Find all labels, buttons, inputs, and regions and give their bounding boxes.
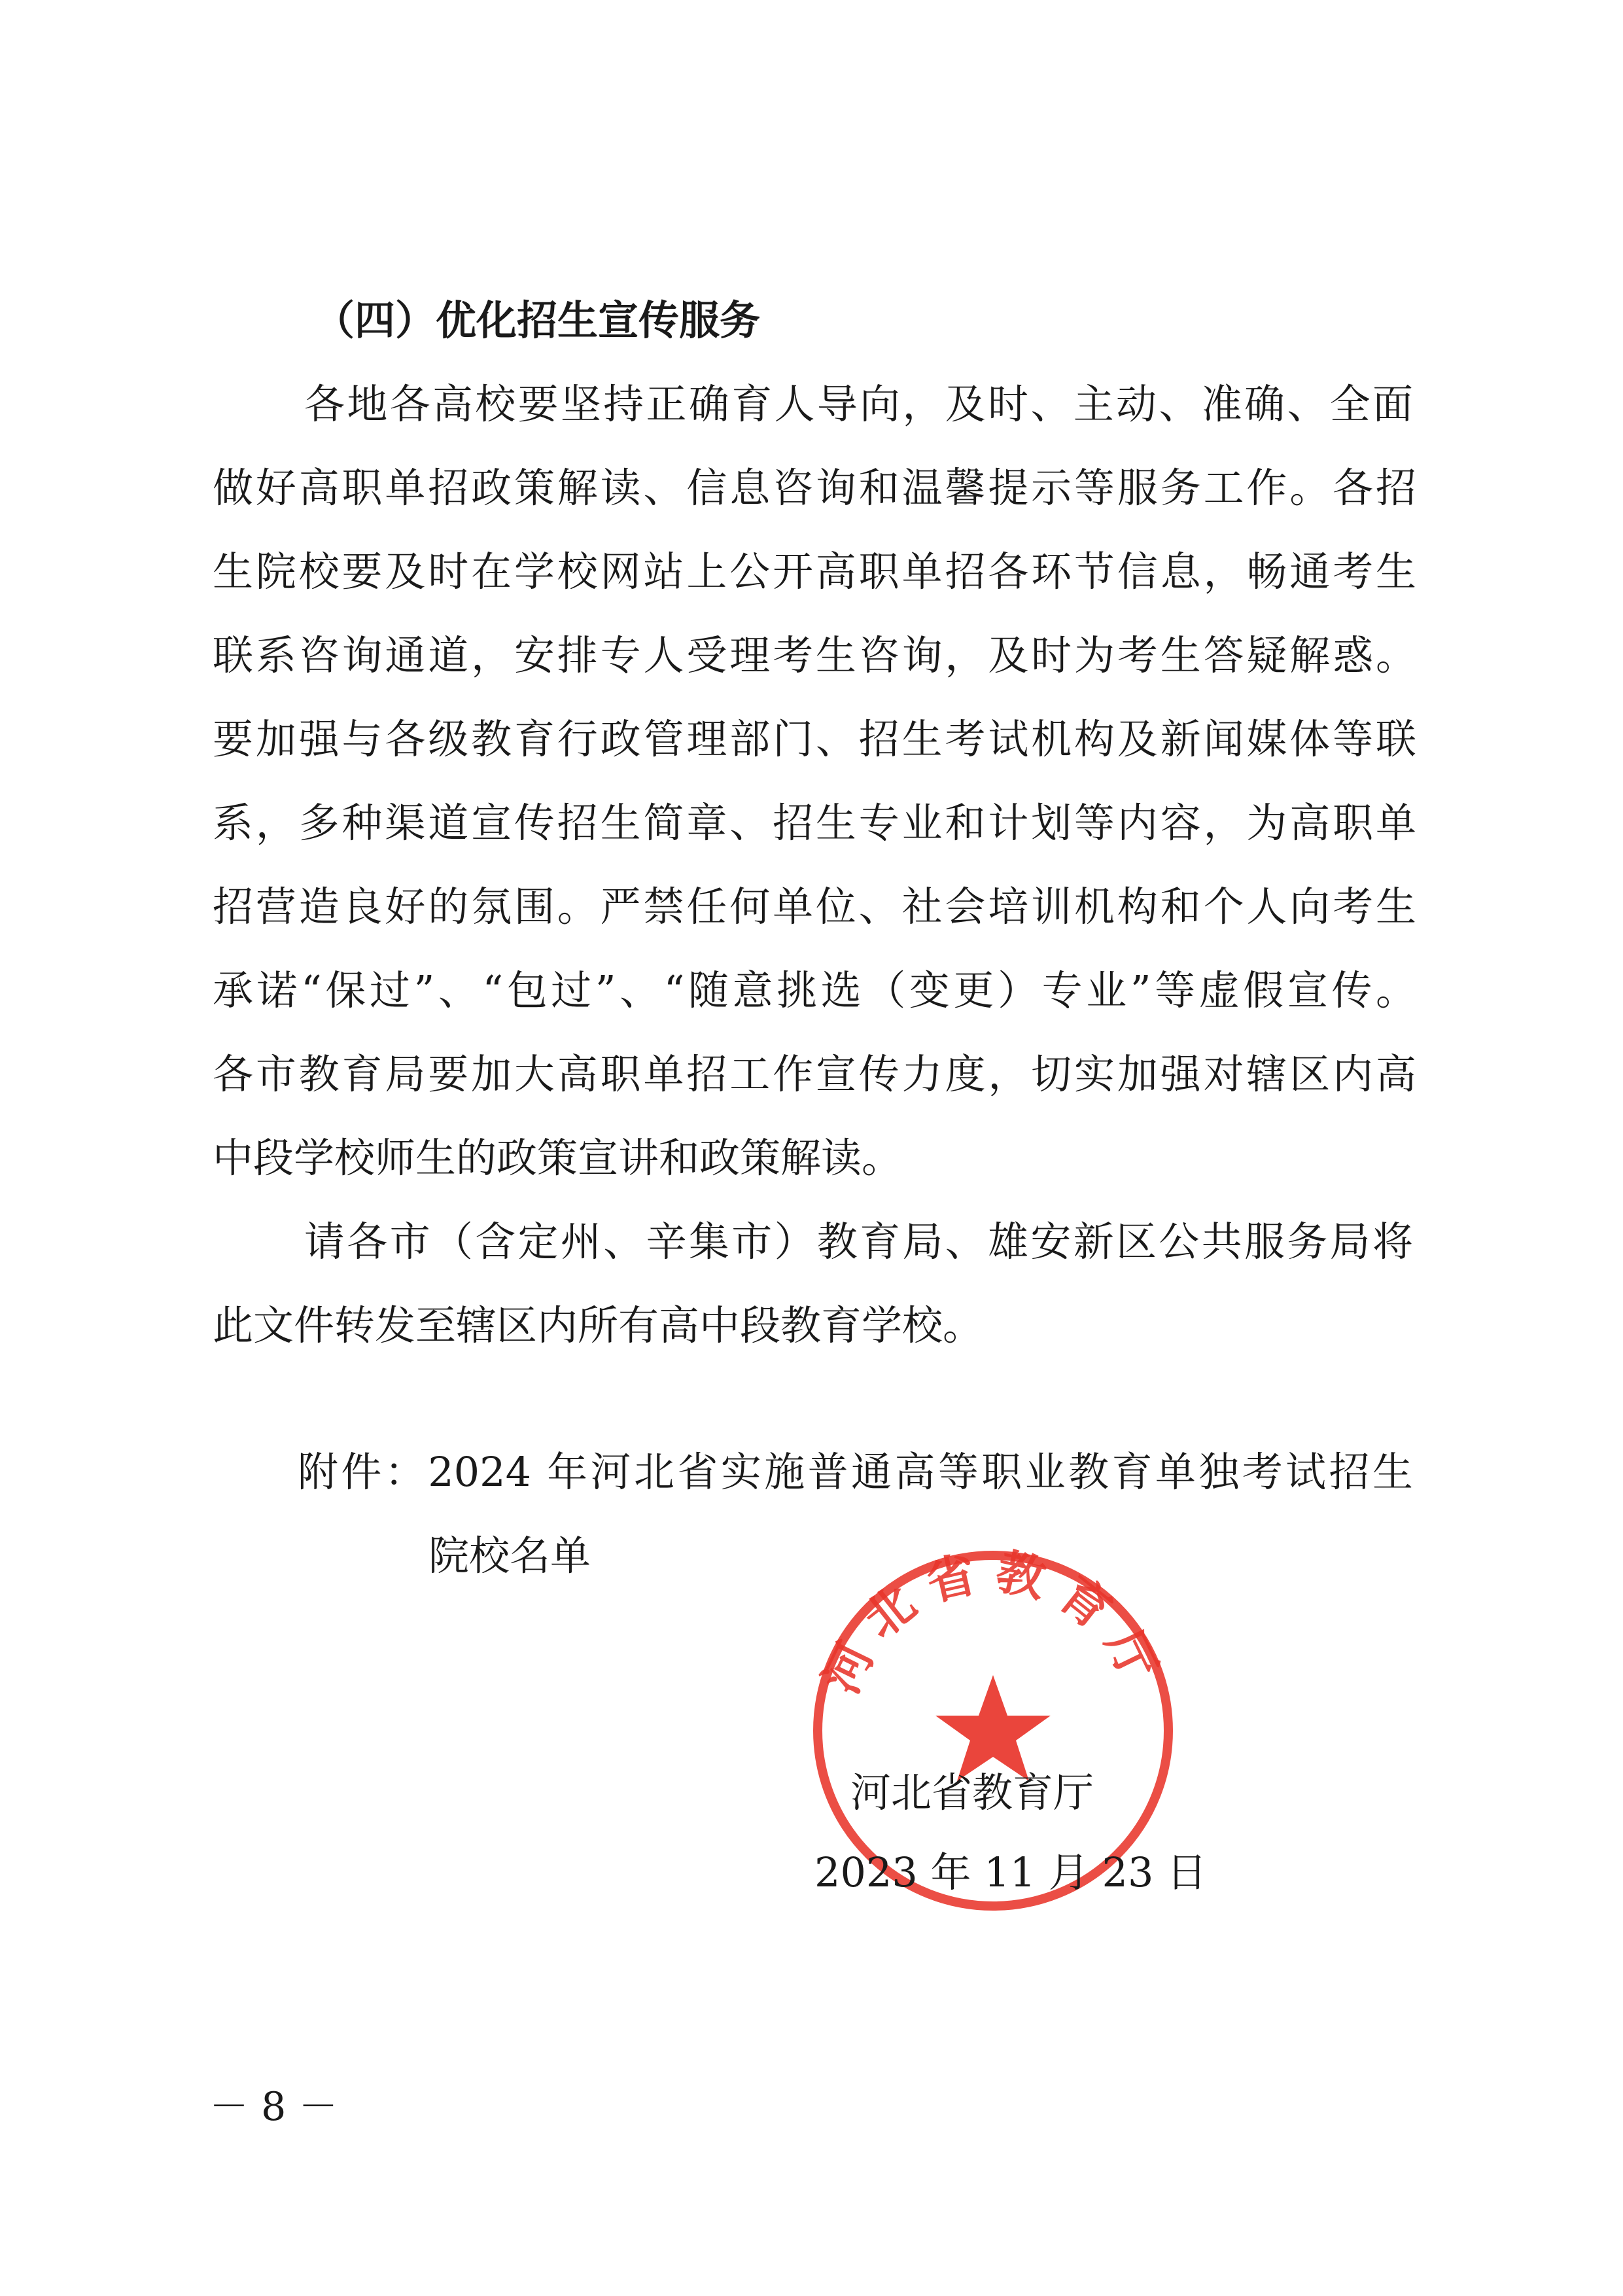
paragraph-line: 此文件转发至辖区内所有高中段教育学校。 [213,1301,984,1349]
section-heading: （四）优化招生宣传服务 [314,296,761,344]
paragraph-line: 联系咨询通道，安排专人受理考生咨询，及时为考生答疑解惑。 [213,631,1416,679]
paragraph-line: 中段学校师生的政策宣讲和政策解读。 [213,1134,903,1182]
paragraph-line: 做好高职单招政策解读、信息咨询和温馨提示等服务工作。各招 [213,464,1416,512]
svg-text:河北省教育厅: 河北省教育厅 [812,1544,1174,1703]
issue-date: 2023 年 11 月 23 日 [814,1848,1208,1896]
paragraph-line: 生院校要及时在学校网站上公开高职单招各环节信息，畅通考生 [213,548,1416,595]
attachment-line: 院校名单 [428,1532,591,1580]
paragraph-line: 承诺“保过”、“包过”、“随意挑选（变更）专业”等虚假宣传。 [213,966,1416,1014]
paragraph-line: 招营造良好的氛围。严禁任何单位、社会培训机构和个人向考生 [213,883,1416,930]
attachment-line: 附件：2024 年河北省实施普通高等职业教育单独考试招生 [298,1448,1413,1496]
page-number: － 8 － [209,2084,338,2130]
paragraph-line: 系，多种渠道宣传招生简章、招生专业和计划等内容，为高职单 [213,799,1416,847]
paragraph-line: 各地各高校要坚持正确育人导向，及时、主动、准确、全面 [304,380,1413,428]
paragraph-line: 要加强与各级教育行政管理部门、招生考试机构及新闻媒体等联 [213,715,1416,763]
paragraph-line: 各市教育局要加大高职单招工作宣传力度，切实加强对辖区内高 [213,1050,1416,1098]
paragraph-line: 请各市（含定州、辛集市）教育局、雄安新区公共服务局将 [304,1218,1413,1265]
issuer-name: 河北省教育厅 [850,1769,1094,1816]
